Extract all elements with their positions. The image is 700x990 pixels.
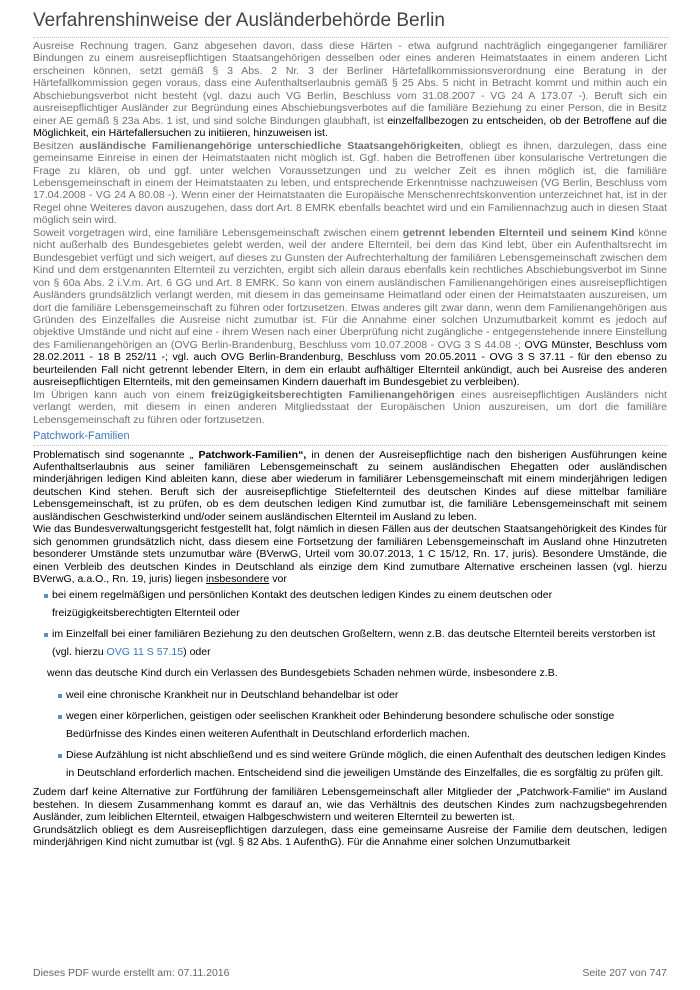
footer-page-number: Seite 207 von 747 <box>582 967 667 979</box>
page-title: Verfahrenshinweise der Ausländerbehörde Berlin <box>33 10 669 38</box>
damage-examples-list <box>55 687 667 783</box>
paragraph-bold: freizügigkeitsberechtigten Familienangehörigen <box>211 388 455 401</box>
paragraph-text: vor <box>269 573 287 586</box>
paragraph-bold: ausländische Familienangehörige unterschiedliche Staatsangehörigkeiten <box>79 139 461 152</box>
list-item-text: wenn das deutsche Kind durch ein Verlassen des Bundesgebiets Schaden nehmen würde, insbesondere z.B. <box>47 667 558 680</box>
list-item-text: weil eine chronische Krankheit nur in Deutschland behandelbar ist oder <box>66 688 399 701</box>
list-item-text: ) oder <box>183 645 211 658</box>
paragraph-text: Besitzen <box>33 139 80 152</box>
paragraph-bverwg <box>33 523 667 585</box>
list-item-text: bei einem regelmäßigen und persönlichen Kontakt des deutschen ledigen Kindes zu einem deutschen oder freizügigkeitsberechtigten Elternteil oder <box>52 589 553 619</box>
paragraph-text: könne nicht außerhalb des Bundesgebietes gelebt werden, weil der andere Elternteil, bei dem das Kind lebt, über ein Aufenthaltsrecht im Bundesgebiet verfügt und sich weigert, auf dieses zu Gunsten der Aufrechterhaltung der familiären Lebensgemeinschaft zwischen dem Kind und dem erstgenannten Elternteil zu verzichten, ergibt sich allein daraus ebenfalls kein rechtliches Abschiebungsverbot im Sinne von § 60a Abs. 2 i.V.m. Art. 6 GG und Art. 8 EMRK. So kann von einem ausländischen Familienangehörigen eines ausreisepflichtigen Ausländers grundsätzlich verlangt werden, mit diesem in das gemeinsame Heimatland oder einen der Heimatstaaten auszureisen, um dort die familiäre Lebensgemeinschaft zu führen oder fortzusetzen. Etwas anderes gilt zwar dann, wenn dem Familienangehörigen aus Gründen des Einzelfalles die Ausreise nicht zumutbar ist. Für die Annahme einer solchen Unzumutbarkeit kommt es jedoch auf objektive Umstände und nicht auf eine - ihrem Wesen nach einer Überprüfung nicht zugängliche - entgegenstehende innere Einstellung des Familienangehörigen an (OVG Berlin-Brandenburg, Beschluss vom 10.07.2008 - OVG 3 S 44.08 -; <box>33 226 667 351</box>
paragraph-patchwork <box>33 449 667 524</box>
paragraph-text: eines ausreisepflichtigen Ausländers nicht verlangt werden, mit diesem in einen anderen Mitgliedsstaat der Europäischen Union auszureisen, um dort die familiäre Lebensgemeinschaft zu führen oder fortzusetzen. <box>33 388 667 426</box>
paragraph-text: Soweit vorgetragen wird, eine familiäre Lebensgemeinschaft zwischen einem <box>33 226 403 239</box>
list-item <box>41 587 667 622</box>
paragraph-underline: insbesondere <box>205 573 270 586</box>
reference-link[interactable]: OVG 11 S 57.15 <box>106 645 184 658</box>
paragraph-text: Wie das Bundesverwaltungsgericht festgestellt hat, folgt nämlich in diesen Fällen aus der deutschen Staatsangehörigkeit des Kindes für sich genommen grundsätzlich nicht, dass diesem eine Fortsetzung der familiären Lebensgemeinschaft im Ausland ohne Hinzutreten besonderer Umstände stets unzumutbar wäre (BVerwG, Urteil vom 30.07.2013, 1 C 15/12, Rn. 17, juris). Besondere Umstände, die einen Verbleib des deutschen Kindes in Deutschland als einzige dem Kind zumutbare Alternative erscheinen lassen (vgl. hierzu BVerwG, a.a.O., Rn. 19, juris) liegen <box>33 523 667 586</box>
list-item <box>55 747 667 782</box>
list-item <box>55 708 667 743</box>
paragraph-text: Ausreise Rechnung tragen. Ganz abgesehen davon, dass diese Härten - etwa aufgrund nachträglich eingegangener familiärer Bindungen zu einem ausreisepflichtigen Staatsangehörigen desselben oder eines anderen Heimatstaates in einem anderen Licht erscheinen können, setzt gemäß § 3 Abs. 2 Nr. 3 der Berliner Härtefallkommissionsverordnung eine Beratung in der Härtefallkommission gegen voraus, dass eine Aufenthaltserlaubnis gemäß § 25 Abs. 5 nicht in Betracht kommt und mithin auch ein Abschiebungsverbot nicht besteht (vgl. dazu auch VG Berlin, Beschluss vom 31.08.2007 - VG 24 A 173.07 -). Beruft sich ein ausreisepflichtiger Ausländer zur Begründung eines Abschiebungsverbotes auf die familiäre Beziehung zu einer Person, die in Besitz einer AE gemäß § 23a Abs. 1 ist, und sind solche Bindungen glaubhaft, ist <box>33 40 667 127</box>
paragraph-alternative: Zudem darf keine Alternative zur Fortführung der familiären Lebensgemeinschaft aller Mitglieder der „Patchwork-Familie“ im Ausland bestehen. In diesem Zusammenhang kommt es darauf an, wie das Verhältnis des deutschen Kindes zum nachzugsbegehrenden Ausländer, zum leiblichen Elternteil, etwaigen Halbgeschwistern und weiteren Elternteil zu bewerten ist. <box>33 786 667 824</box>
paragraph-darlegung: Grundsätzlich obliegt es dem Ausreisepflichtigen darzulegen, dass eine gemeinsame Ausreise der Familie dem deutschen, ledigen minderjährigen Kind nicht zumutbar ist (vgl. § 82 Abs. 1 AufenthG). Für die Annahme einer solchen Unzumutbarkeit <box>33 823 667 849</box>
paragraph-emphasis: OVG Münster, Beschluss vom 28.02.2011 - 18 B 252/11 -; vgl. auch OVG Berlin-Brandenburg, Beschluss vom 20.05.2011 - OVG 3 S 37.11 - für den ebenso zu beurteilenden Fall nicht getrennt lebender Eltern, in dem ein erlaubt aufhältiger Elternteil ankündigt, auch bei Ausreise des anderen ausreisepflichtigen Elternteils, mit den gemeinsamen Kindern dauerhaft im Bundesgebiet zu verbleiben). <box>33 338 667 389</box>
paragraph-freizuegigkeit <box>33 389 667 426</box>
paragraph-getrennt-lebend <box>33 227 667 389</box>
paragraph-text: Im Übrigen kann auch von einem <box>33 388 212 401</box>
section-heading-patchwork: Patchwork-Familien <box>33 430 667 445</box>
circumstances-list <box>41 587 667 661</box>
list-item-text: im Einzelfall bei einer familiären Beziehung zu den deutschen Großeltern, wenn z.B. das deutsche Elternteil bereits verstorben ist (vgl. hierzu <box>52 628 656 658</box>
paragraph-bold: getrennt lebenden Elternteil und seinem Kind <box>402 226 635 239</box>
list-item <box>55 687 667 705</box>
paragraph-haertefall <box>33 40 667 140</box>
footer-created-date: Dieses PDF wurde erstellt am: 07.11.2016 <box>33 967 230 979</box>
list-item <box>41 626 667 661</box>
circumstances-list-continued <box>41 665 667 683</box>
paragraph-bold: Patchwork-Familien“, <box>198 448 307 461</box>
list-item-text: wegen einer körperlichen, geistigen oder seelischen Krankheit oder Behinderung besondere schulische oder sonstige Bedürfnisse des Kindes einen weiteren Aufenthalt in Deutschland erforderlich machen. <box>66 710 615 740</box>
paragraph-staatsangehoerigkeiten <box>33 140 667 227</box>
list-item-text: Diese Aufzählung ist nicht abschließend und es sind weitere Gründe möglich, die einen Aufenthalt des deutschen ledigen Kindes in Deutschland erforderlich machen. Entscheidend sind die jeweiligen Umstände des Einzelfalles, die es sorgfältig zu prüfen gilt. <box>66 749 666 779</box>
paragraph-text: . <box>324 127 328 140</box>
document-body <box>33 40 667 849</box>
paragraph-emphasis: einzelfallbezogen zu entscheiden, ob der Betroffene auf die Möglichkeit, ein Härtefallersuchen zu initiieren, hinzuweisen ist <box>33 114 667 140</box>
paragraph-text: Problematisch sind sogenannte „ <box>33 448 199 461</box>
list-item <box>41 665 667 683</box>
paragraph-text: , obliegt es ihnen, darzulegen, dass eine gemeinsame Einreise in einen der Heimatstaaten nicht möglich ist. Ggf. haben die Betroffenen über konsularische Vertretungen die Frage zu klären, ob und ggf. unter welchen Voraussetzungen und zu welcher Zeit es ihnen möglich ist, die familiäre Lebensgemeinschaft in einem der Heimatstaaten zu leben, und entsprechende Erkenntnisse nachzuweisen (VG Berlin, Beschluss vom 17.04.2008 - VG 24 A 80.08 -). Wenn einer der Heimatstaaten die Europäische Menschenrechtskonvention unterzeichnet hat, ist in der Regel ohne Weiteres davon auszugehen, dass dort Art. 8 EMRK ebenfalls beachtet wird und ein Familiennachzug auch in diesen Staat möglich sein wird. <box>33 139 667 227</box>
paragraph-text: in denen der Ausreisepflichtige nach den bisherigen Ausführungen keine Aufenthaltserlaubnis aus seiner familiären Lebensgemeinschaft zu seinem ausländischen Ehegatten oder ausländischen minderjährigen ledigen Kind ableiten kann, diese aber wiederum in familiärer Lebensgemeinschaft mit einem minderjährigen ledigen deutschen Kind stehen. Beruft sich der ausreisepflichtige Stiefelternteil des deutschen Kindes auf diese mittelbar familiäre Lebensgemeinschaft, ist zu prüfen, ob es dem deutschen ledigen Kind zumutbar ist, die familiäre Lebensgemeinschaft mit seinem ausländischen Geschwisterkind und/oder seinem ausländischen Elternteil im Ausland zu leben. <box>33 448 667 523</box>
